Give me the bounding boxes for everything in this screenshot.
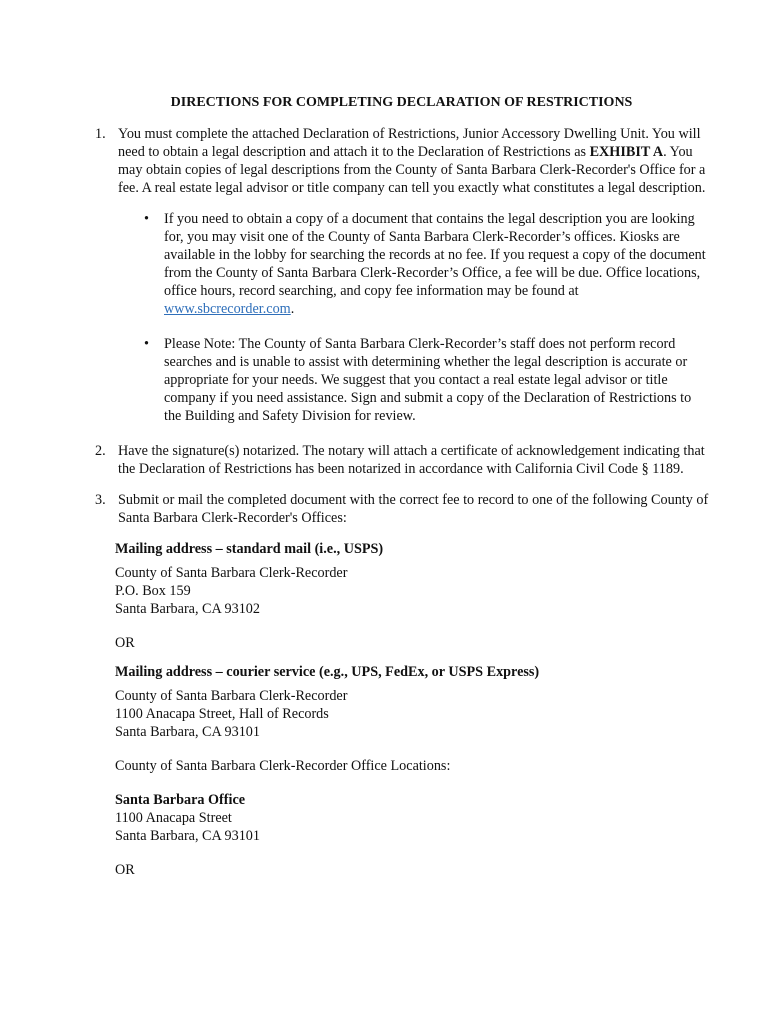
- exhibit-label: EXHIBIT A: [589, 144, 664, 160]
- bullet-icon: •: [144, 211, 149, 227]
- bullet-icon: •: [144, 336, 149, 352]
- or-separator: OR: [115, 635, 135, 651]
- santa-barbara-office-address: 1100 Anacapa Street Santa Barbara, CA 93101: [115, 810, 260, 844]
- step-3-text: Submit or mail the completed document with the correct fee to record to one of the following County of Santa Barbara Clerk-Recorder's Offices:: [118, 492, 709, 526]
- step-2: [93, 442, 710, 478]
- standard-mail-heading: Mailing address – standard mail (i.e., USPS): [115, 541, 384, 557]
- bullet-item: • If you need to obtain a copy of a document that contains the legal description you are looking for, you may visit one of the County of Santa Barbara Clerk-Recorder’s offices. Kiosks are available in the lobby for searching the records at no fee. If you request a copy of the document from the County of Santa Barbara Clerk-Recorder’s Office, a fee will be due. Office locations, office hours, record searching, and copy fee information may be found at www.sbcrecorder.com.: [144, 211, 706, 317]
- office-locations-intro: County of Santa Barbara Clerk-Recorder Office Locations:: [115, 758, 451, 774]
- step-1-bullets: [118, 210, 710, 425]
- step-number: 2.: [95, 443, 106, 459]
- page-title: DIRECTIONS FOR COMPLETING DECLARATION OF RESTRICTIONS: [170, 95, 633, 110]
- step-1: [93, 125, 710, 425]
- addresses-block: [115, 540, 710, 879]
- recorder-website-link[interactable]: www.sbcrecorder.com: [164, 301, 291, 317]
- step-1-text: You must complete the attached Declaration of Restrictions, Junior Accessory Dwelling Unit. You will need to obtain a legal description and attach it to the Declaration of Restrictions as EXHIBIT A. You may obtain copies of legal descriptions from the County of Santa Barbara Clerk-Recorder's Office for a fee. A real estate legal advisor or title company can tell you exactly what constitutes a legal description.: [118, 126, 706, 196]
- courier-mail-heading: Mailing address – courier service (e.g., UPS, FedEx, or USPS Express): [115, 664, 540, 680]
- standard-mail-address: County of Santa Barbara Clerk-Recorder P.O. Box 159 Santa Barbara, CA 93102: [115, 565, 348, 617]
- step-number: 1.: [95, 126, 106, 142]
- santa-barbara-office-heading: Santa Barbara Office: [115, 792, 246, 808]
- or-separator: OR: [115, 862, 135, 878]
- step-3: [93, 491, 710, 527]
- bullet-item: • Please Note: The County of Santa Barbara Clerk-Recorder’s staff does not perform record searches and is unable to assist with determining whether the legal description is accurate or appropriate for your needs. We suggest that you contact a real estate legal advisor or title company if you need assistance. Sign and submit a copy of the Declaration of Restrictions to the Building and Safety Division for review.: [144, 336, 692, 424]
- step-2-text: Have the signature(s) notarized. The notary will attach a certificate of acknowledgement indicating that the Declaration of Restrictions has been notarized in accordance with California Civil Code § 1189.: [118, 443, 705, 477]
- courier-mail-address: County of Santa Barbara Clerk-Recorder 1100 Anacapa Street, Hall of Records Santa Barbara, CA 93101: [115, 688, 348, 740]
- step-number: 3.: [95, 492, 106, 508]
- steps-list: [93, 125, 710, 527]
